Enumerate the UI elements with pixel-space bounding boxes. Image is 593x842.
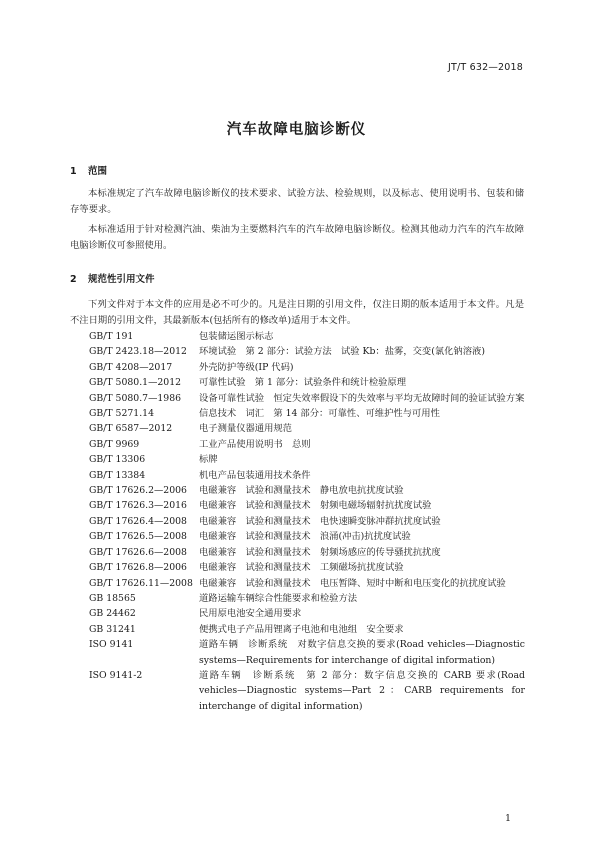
reference-item	[89, 529, 525, 544]
reference-code: GB/T 17626.4—2008	[89, 515, 187, 527]
reference-code: GB/T 17626.6—2008	[89, 546, 187, 558]
reference-code: GB/T 4208—2017	[89, 361, 173, 373]
reference-title: 标牌	[199, 454, 218, 466]
reference-item	[89, 576, 525, 591]
reference-code: GB 24462	[89, 608, 136, 620]
reference-title: 电磁兼容 试验和测量技术 电快速瞬变脉冲群抗扰度试验	[199, 515, 441, 527]
page-number: 1	[504, 813, 511, 824]
reference-item	[89, 329, 525, 344]
reference-code: GB/T 17626.2—2006	[89, 485, 187, 497]
reference-item	[89, 452, 525, 467]
reference-item	[89, 437, 525, 452]
reference-item	[89, 406, 525, 421]
reference-list	[89, 329, 525, 714]
reference-title: 电子测量仪器通用规范	[199, 423, 292, 435]
reference-item	[89, 421, 525, 436]
reference-item	[89, 344, 525, 359]
reference-item	[89, 483, 525, 498]
reference-item	[89, 560, 525, 575]
reference-title: 环境试验 第 2 部分：试验方法 试验 Kb：盐雾，交变(氯化钠溶液)	[199, 346, 485, 358]
reference-title: 工业产品使用说明书 总则	[199, 438, 311, 450]
reference-code: GB/T 5080.7—1986	[89, 392, 182, 404]
reference-title: 机电产品包装通用技术条件	[199, 469, 311, 481]
reference-item	[89, 391, 525, 406]
reference-code: GB/T 9969	[89, 438, 140, 450]
reference-code: ISO 9141-2	[89, 669, 143, 681]
references-intro-paragraph: 下列文件对于本文件的应用是必不可少的。凡是注日期的引用文件，仅注日期的版本适用于本文件。凡是不注日期的引用文件，其最新版本(包括所有的修改单)适用于本文件。	[70, 299, 524, 326]
section-heading-normative-references	[70, 271, 155, 285]
section-title: 规范性引用文件	[88, 274, 155, 285]
reference-code: GB/T 2423.18—2012	[89, 346, 187, 358]
standard-code: JT/T 632—2018	[447, 62, 523, 73]
reference-code: GB/T 13384	[89, 469, 146, 481]
scope-paragraph-1: 本标准规定了汽车故障电脑诊断仪的技术要求、试验方法、检验规则，以及标志、使用说明书、包装和储存等要求。	[70, 188, 524, 215]
section-heading-scope	[70, 163, 107, 177]
reference-code: GB/T 17626.11—2008	[89, 577, 193, 589]
reference-item	[89, 637, 525, 668]
reference-item	[89, 514, 525, 529]
reference-code: GB/T 17626.5—2008	[89, 531, 187, 543]
reference-code: GB/T 17626.8—2006	[89, 562, 187, 574]
reference-title: 道路车辆 诊断系统 对数字信息交换的要求(Road vehicles—Diagnostic systems—Requirements for interchange of digital information)	[199, 639, 525, 666]
reference-code: GB/T 5271.14	[89, 408, 154, 420]
reference-code: GB/T 17626.3—2016	[89, 500, 187, 512]
reference-title: 电磁兼容 试验和测量技术 射频场感应的传导骚扰抗扰度	[199, 546, 441, 558]
reference-item	[89, 375, 525, 390]
reference-title: 电磁兼容 试验和测量技术 射频电磁场辐射抗扰度试验	[199, 500, 432, 512]
reference-title: 设备可靠性试验 恒定失效率假设下的失效率与平均无故障时间的验证试验方案	[199, 392, 525, 404]
reference-code: GB 18565	[89, 592, 136, 604]
reference-title: 民用原电池安全通用要求	[199, 608, 302, 620]
reference-title: 可靠性试验 第 1 部分：试验条件和统计检验原理	[199, 377, 407, 389]
reference-item	[89, 622, 525, 637]
reference-title: 电磁兼容 试验和测量技术 电压暂降、短时中断和电压变化的抗扰度试验	[199, 577, 506, 589]
section-number: 1	[70, 166, 77, 177]
reference-code: GB/T 5080.1—2012	[89, 377, 182, 389]
reference-title: 电磁兼容 试验和测量技术 浪涌(冲击)抗扰度试验	[199, 531, 411, 543]
reference-title: 道路车辆 诊断系统 第 2 部分：数字信息交换的 CARB 要求(Road vehicles—Diagnostic systems—Part 2：CARB requirements for interchange of digital information)	[199, 669, 525, 712]
reference-code: GB 31241	[89, 623, 136, 635]
document-title: 汽车故障电脑诊断仪	[226, 122, 367, 138]
reference-item	[89, 545, 525, 560]
reference-code: ISO 9141	[89, 639, 134, 651]
reference-item	[89, 498, 525, 513]
reference-title: 电磁兼容 试验和测量技术 静电放电抗扰度试验	[199, 485, 404, 497]
scope-paragraph-2: 本标准适用于针对检测汽油、柴油为主要燃料汽车的汽车故障电脑诊断仪。检测其他动力汽车的汽车故障电脑诊断仪可参照使用。	[70, 224, 524, 251]
reference-title: 信息技术 词汇 第 14 部分：可靠性、可维护性与可用性	[199, 408, 440, 420]
reference-title: 便携式电子产品用锂离子电池和电池组 安全要求	[199, 623, 404, 635]
reference-title: 外壳防护等级(IP 代码)	[199, 361, 294, 373]
reference-item	[89, 468, 525, 483]
reference-item	[89, 668, 525, 714]
section-title: 范围	[88, 166, 108, 177]
section-number: 2	[70, 274, 77, 285]
reference-item	[89, 591, 525, 606]
reference-title: 电磁兼容 试验和测量技术 工频磁场抗扰度试验	[199, 562, 404, 574]
reference-title: 包装储运图示标志	[199, 331, 274, 342]
reference-item	[89, 606, 525, 621]
reference-item	[89, 360, 525, 375]
reference-code: GB/T 191	[89, 331, 134, 342]
reference-code: GB/T 13306	[89, 454, 146, 466]
reference-code: GB/T 6587—2012	[89, 423, 173, 435]
reference-title: 道路运输车辆综合性能要求和检验方法	[199, 592, 358, 604]
